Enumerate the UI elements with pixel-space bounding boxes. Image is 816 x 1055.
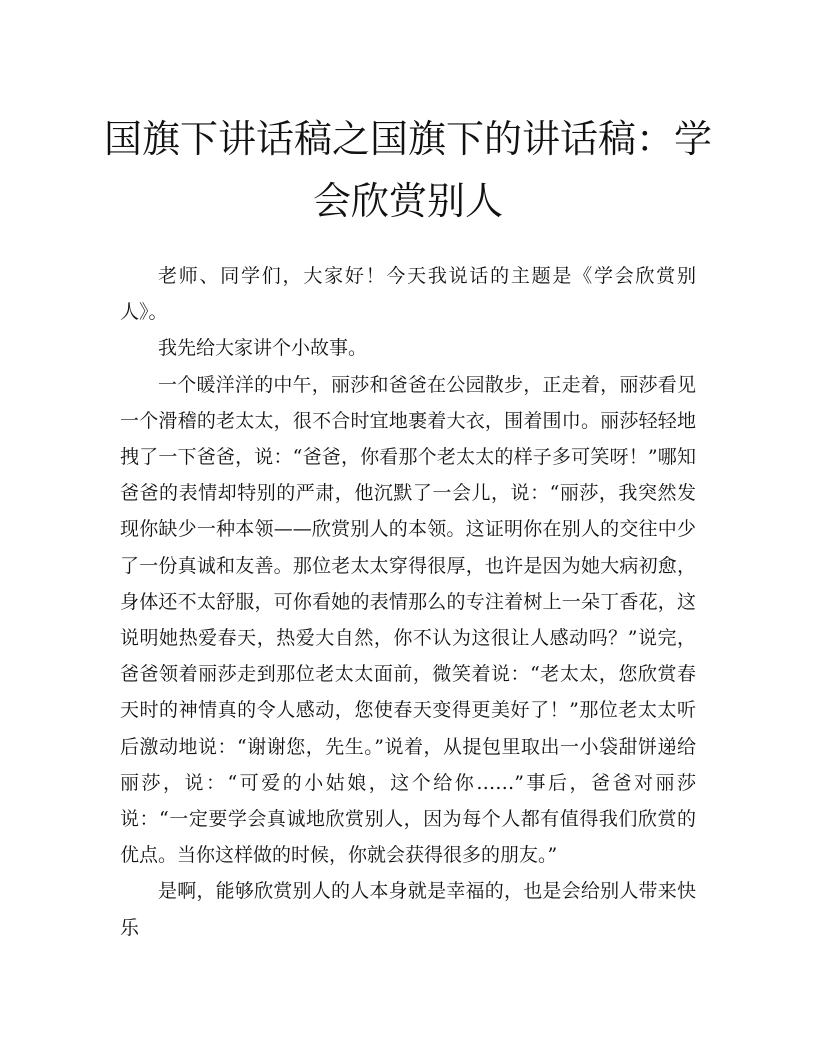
paragraph-intro: 我先给大家讲个小故事。 <box>158 337 368 360</box>
document-title: 国旗下讲话稿之国旗下的讲话稿：学会欣赏别人 <box>103 117 712 223</box>
document-body <box>120 258 696 946</box>
paragraph-greeting: 老师、同学们，大家好！今天我说话的主题是《学会欣赏别人》。 <box>120 265 696 324</box>
paragraph-conclusion: 是啊，能够欣赏别人的人本身就是幸福的，也是会给别人带来快乐 <box>120 880 696 939</box>
paragraph-story: 一个暖洋洋的中午，丽莎和爸爸在公园散步，正走着，丽莎看见一个滑稽的老太太，很不合时宜地裹着大衣，围着围巾。丽莎轻轻地拽了一下爸爸，说：“爸爸，你看那个老太太的样子多可笑呀！”哪知爸爸的表情却特别的严肃，他沉默了一会儿，说：“丽莎，我突然发现你缺少一种本领——欣赏别人的本领。这证明你在别人的交往中少了一份真诚和友善。那位老太太穿得很厚，也许是因为她大病初愈，身体还不太舒服，可你看她的表情那么的专注着树上一朵丁香花，这说明她热爱春天，热爱大自然，你不认为这很让人感动吗？”说完，爸爸领着丽莎走到那位老太太面前，微笑着说：“老太太，您欣赏春天时的神情真的令人感动，您使春天变得更美好了！”那位老太太听后激动地说：“谢谢您，先生。”说着，从提包里取出一小袋甜饼递给丽莎，说：“可爱的小姑娘，这个给你……”事后，爸爸对丽莎说：“一定要学会真诚地欣赏别人，因为每个人都有值得我们欣赏的优点。当你这样做的时候，你就会获得很多的朋友。” <box>120 373 696 867</box>
